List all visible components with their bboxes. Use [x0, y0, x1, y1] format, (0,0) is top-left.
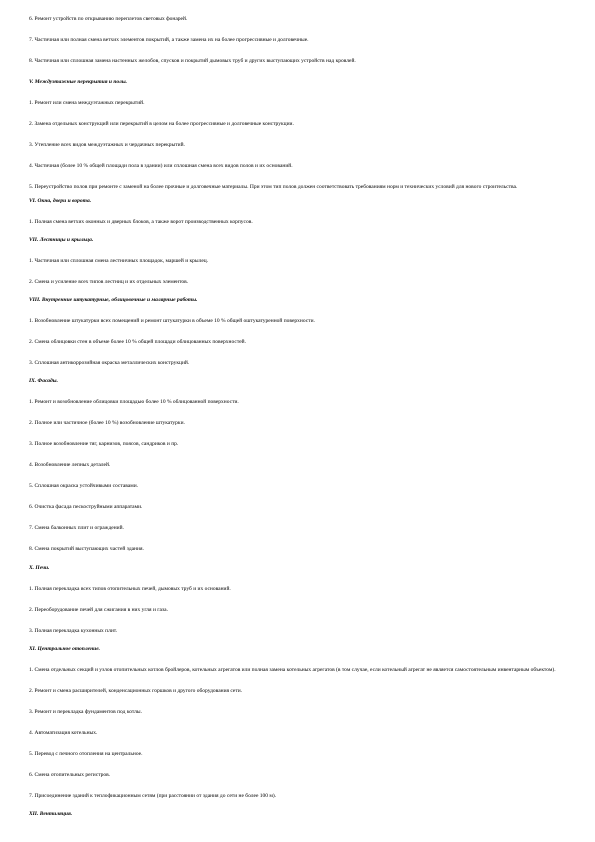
- paragraph: 7. Частичная или полная смена ветхих элементов покрытий, а также замена их на более прогрессивные и долговечные.: [29, 37, 309, 43]
- paragraph: 1. Возобновление штукатурки всех помещений и ремонт штукатурки в объеме 10 % общей оштукатуренной поверхности.: [29, 318, 315, 324]
- paragraph: 2. Полное или частичное (более 10 %) возобновление штукатурки.: [29, 420, 185, 426]
- section-heading: XI. Центральное отопление.: [29, 646, 101, 652]
- paragraph: 3. Утепление всех видов междуэтажных и чердачных перекрытий.: [29, 142, 185, 148]
- paragraph: 2. Переоборудование печей для сжигания в них угля и газа.: [29, 607, 168, 613]
- paragraph: 2. Ремонт и смена расширителей, конденсационных горшков и другого оборудования сети.: [29, 688, 243, 694]
- paragraph: 3. Полная перекладка кухонных плит.: [29, 628, 118, 634]
- section-heading: X. Печи.: [29, 565, 50, 571]
- paragraph: 3. Сплошная антикоррозийная окраска металлических конструкций.: [29, 360, 190, 366]
- paragraph: 1. Смена отдельных секций и узлов отопительных котлов бройлеров, котельных агрегатов или полная замена котельных агрегатов (в том случае, если котельный агрегат не является самостоятельным инвентарным объектом).: [29, 667, 556, 673]
- paragraph: 7. Присоединение зданий к теплофикационным сетям (при расстоянии от здания до сети не более 100 м).: [29, 793, 277, 799]
- paragraph: 8. Частичная или сплошная замена настенных желобов, спусков и покрытий дымовых труб и других выступающих устройств над кровлей.: [29, 58, 356, 64]
- paragraph: 4. Частичная (более 10 % общей площади пола в здании) или сплошная смена всех видов полов и их оснований.: [29, 163, 293, 169]
- paragraph: 3. Ремонт и перекладка фундаментов под котлы.: [29, 709, 142, 715]
- section-heading: V. Междуэтажные перекрытия и полы.: [29, 79, 128, 85]
- paragraph: 4. Возобновление лепных деталей.: [29, 462, 111, 468]
- paragraph: 1. Полная перекладка всех типов отопительных печей, дымовых труб и их оснований.: [29, 586, 231, 592]
- section-heading: VIII. Внутренние штукатурные, облицовочные и малярные работы.: [29, 297, 198, 303]
- paragraph: 1. Ремонт и возобновление облицовки площадью более 10 % облицованной поверхности.: [29, 399, 239, 405]
- section-heading: VI. Окна, двери и ворота.: [29, 198, 92, 204]
- paragraph: 4. Автоматизация котельных.: [29, 730, 98, 736]
- paragraph: 6. Ремонт устройств по открыванию переплетов световых фонарей.: [29, 16, 188, 22]
- paragraph: 1. Частичная или сплошная смена лестничных площадок, маршей и крылец.: [29, 258, 209, 264]
- section-heading: XII. Вентиляция.: [29, 811, 73, 817]
- paragraph: 5. Перевод с печного отопления на центральное.: [29, 751, 143, 757]
- paragraph: 5. Сплошная окраска устойчивыми составами.: [29, 483, 139, 489]
- paragraph: 2. Смена облицовки стен в объеме более 10 % общей площади облицованных поверхностей.: [29, 339, 246, 345]
- section-heading: IX. Фасады.: [29, 378, 58, 384]
- section-heading: VII. Лестницы и крыльца.: [29, 237, 94, 243]
- paragraph: 1. Полная смена ветхих оконных и дверных блоков, а также ворот производственных корпусов.: [29, 219, 253, 225]
- paragraph: 5. Переустройство полов при ремонте с заменой на более прочные и долговечные материалы. При этом тип полов должен соответствовать требованиям норм и технических условий для нового строительства.: [29, 184, 518, 190]
- paragraph: 8. Смена покрытий выступающих частей здания.: [29, 546, 144, 552]
- paragraph: 6. Смена отопительных регистров.: [29, 772, 111, 778]
- paragraph: 2. Смена и усиление всех типов лестниц и их отдельных элементов.: [29, 279, 189, 285]
- paragraph: 6. Очистка фасада пескоструйными аппаратами.: [29, 504, 143, 510]
- paragraph: 2. Замена отдельных конструкций или перекрытий в целом на более прогрессивные и долговечные конструкции.: [29, 121, 294, 127]
- paragraph: 3. Полное возобновление тяг, карнизов, поясов, сандриков и пр.: [29, 441, 179, 447]
- paragraph: 1. Ремонт или смена междуэтажных перекрытий.: [29, 100, 145, 106]
- paragraph: 7. Смена балконных плит и ограждений.: [29, 525, 124, 531]
